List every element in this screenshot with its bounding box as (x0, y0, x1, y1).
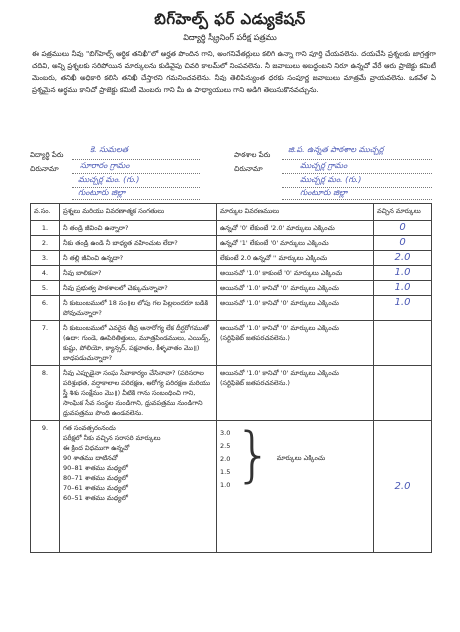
row-marking-text: అయినచో '1.0' కానిచో '0' మార్కులు ఎక్కించు (220, 324, 339, 332)
question-line: 90–81 శాతము మధ్యలో (63, 464, 128, 472)
table-row (31, 251, 432, 266)
row-question: నీకు తండ్రి ఉండి నీ బాధ్యత వహించుట లేదా? (60, 236, 217, 251)
header-question: ప్రశ్నలు మరియు వివరణాత్మక సంగతులు (60, 204, 217, 221)
row-marking (217, 421, 374, 553)
header-serial: వ.సం. (31, 204, 60, 221)
row-score[interactable]: 1.0 (374, 296, 432, 321)
row-marking: లేకుంటే 2.0 ఉన్నచో '' మార్కులు ఎక్కించు (217, 251, 374, 266)
scale-value: 1.5 (220, 468, 231, 476)
question-line: పరీక్షలో నీకు వచ్చిన సరాసరి మార్కులు (63, 434, 161, 442)
row-question: నీవు ప్రభుత్వ పాఠశాలలో చెక్కుచున్నావా? (60, 281, 217, 296)
row-score[interactable] (374, 366, 432, 421)
row-marking: ఉన్నచో '0' లేకుంటే '2.0' మార్కులు ఎక్కించు (217, 221, 374, 236)
question-line: 70–61 శాతము మధ్యలో (63, 484, 128, 492)
row-score[interactable]: 1.0 (374, 266, 432, 281)
table-header-row (31, 204, 432, 221)
row-score[interactable]: 1.0 (374, 281, 432, 296)
row-question: నీవు ఎప్పుడైనా సంఘ సేవాకార్యం చేసినావా? (పరిసరాల పరిశ్రుభత, వర్షాకాలాల పరిరక్షణ, ఆరోగ్య పరిరక్షణ మరియు స్త్రీ శిశు సంక్షేమం మొ॥) వీటికి గాను సంబంధించి గాని, సాంఘిక సేవ సంస్థల నుండిగాని, ధ్రువపత్రము నుండిగాని ధ్రువపత్రము పొంది ఉండవలెను. (60, 366, 217, 421)
row-number: 7. (31, 321, 60, 366)
student-name-line (72, 159, 200, 160)
student-address-line-3 (72, 199, 200, 200)
school-name-line (282, 159, 432, 160)
row-question-heading: గత సంవత్సరంనందు (63, 424, 116, 432)
student-name-value[interactable]: కె. సుమలత (90, 145, 129, 154)
form-title: బిగ్‌హెల్ప్ ఫర్ ఎడ్యుకేషన్ (154, 10, 306, 28)
row-marking: ఉన్నచో '1' లేకుంటే '0' మార్కులు ఎక్కించు (217, 236, 374, 251)
row-score[interactable]: 0 (374, 221, 432, 236)
row-question: నీ తల్లి జీవించి ఉన్నదా? (60, 251, 217, 266)
header-marking: మార్కుల వివరణములు (217, 204, 374, 221)
row-marking-text: మార్కులు ఎక్కించు (276, 454, 326, 462)
table-row (31, 421, 432, 553)
row-number: 9. (31, 421, 60, 553)
table-row (31, 266, 432, 281)
school-address-line-3 (282, 199, 432, 200)
student-address-label: చిరునామా (30, 165, 59, 173)
row-marking: అయినచో '1.0' కానిచో '0' మార్కులు ఎక్కించు (217, 281, 374, 296)
row-number: 1. (31, 221, 60, 236)
row-number: 4. (31, 266, 60, 281)
student-name-label: విద్యార్థి పేరు (30, 151, 64, 159)
school-address-value-3[interactable]: గుంటూరు జిల్లా (300, 188, 348, 197)
row-number: 8. (31, 366, 60, 421)
screening-table (30, 203, 432, 553)
form-subtitle: విద్యార్థి స్క్రీనింగ్ పరీక్ష పత్రము (183, 33, 277, 42)
table-row (31, 281, 432, 296)
student-address-value[interactable]: సూరారం గ్రామం (80, 161, 130, 170)
table-row (31, 221, 432, 236)
brace-icon: } (234, 420, 273, 490)
question-line: 80–71 శాతము మధ్యలో (63, 474, 128, 482)
instructions-paragraph: ఈ పత్రములు నీవు "బిగ్‌హెల్ప్ ఆర్థిక తనిఖీ"లో అర్హత పొందిన గాని, అంగనివేతర్లులు కలిగి ఉన్నా గాని పూర్తి చేయవలెను. దయచేసి ప్రశ్నలకు జాగ్రత్తగా చదివి, అన్ని ప్రశ్నలకు సరిపోయిన మార్కులను కుడివైపు చివరి కాలమ్‌లో నింపవలెను. నీ జవాబులు అబద్ధంబని నిరూ ఉన్నచో వేరే ఆరు ప్రాజెక్టు కమిటీ మెంబరు, తనిఖీ అధికారి కలిసి తనిఖీ చేస్తారని గమనించవలెను. నీవు తెలిపిన్యుంత ధరకు సంపూర్ణ జవాబులు మాత్రమే వ్రాయవలెను. ఒకవేళ ఏ ప్రశ్నమైన అర్థము కానిచో ప్రాజెక్టు కమిటీ మెంబరు గాని మీ ఉ పాధ్యాయులు గాని అడిగి తెలుసుకొనవచ్చును. (32, 50, 436, 94)
row-marking (217, 321, 374, 366)
table-row (31, 321, 432, 366)
header-score: వచ్చిన మార్కులు (374, 204, 432, 221)
row-number: 2. (31, 236, 60, 251)
scale-value: 2.5 (220, 442, 231, 450)
row-marking-note: (సర్టిఫికెట్ జతపరచవలెను.) (220, 334, 290, 342)
row-number: 5. (31, 281, 60, 296)
school-address-line (282, 173, 432, 174)
school-address-value[interactable]: ముచ్చర్ల గ్రామం (300, 161, 348, 170)
school-address-label: చిరునామా (234, 165, 263, 173)
table-row (31, 236, 432, 251)
student-address-value-3[interactable]: గుంటూరు జిల్లా (78, 188, 126, 197)
scale-value: 1.0 (220, 481, 231, 489)
row-score[interactable] (374, 321, 432, 366)
school-address-value-2[interactable]: ముచ్చర్ల మం. (గు.) (300, 175, 362, 184)
question-line: 90 శాతము దాటినచో (63, 454, 118, 462)
row-marking (217, 366, 374, 421)
row-marking: అయినచో '1.0' కానిచో '0' మార్కులు ఎక్కించు (217, 296, 374, 321)
student-address-value-2[interactable]: ముచ్చర్ల మం. (గు.) (78, 175, 140, 184)
row-marking-text: అయినచో '1.0' కానిచో '0' మార్కులు ఎక్కించు (220, 369, 339, 377)
scale-value: 3.0 (220, 429, 231, 437)
question-line: 60–51 శాతము మధ్యలో (63, 494, 128, 502)
marks-scale (220, 427, 230, 492)
row-question: నీ కుటుంబములో ఎవరైన తీవ్ర అనారోగ్య లేక దీర్ఘరోగముతో (ఉదా: గుండె, ఊపిరితిత్తులు, మూత్రపిండములు, ఎయిడ్స్, కుష్టు, పోలియో, క్యాన్సర్, పక్షవాతం, కీళ్ళవాతం మొ॥) బాధపడుచున్నారా? (60, 321, 217, 366)
row-question: నీ తండ్రి జీవించి ఉన్నారా? (60, 221, 217, 236)
question-line: ఈ క్రింద విధముగా ఉన్నచో (63, 444, 130, 452)
row-number: 3. (31, 251, 60, 266)
table-row (31, 296, 432, 321)
row-marking-note: (సర్టిఫికెట్ జతపరచవలెను.) (220, 379, 290, 387)
student-address-line (72, 173, 200, 174)
school-name-label: పాఠశాల పేరు (234, 151, 271, 159)
row-number: 6. (31, 296, 60, 321)
row-score[interactable]: 0 (374, 236, 432, 251)
table-row (31, 366, 432, 421)
row-score[interactable]: 2.0 (374, 251, 432, 266)
row-score[interactable]: 2.0 (374, 421, 432, 553)
row-question: నీ కుటుంబములో 18 సం॥ల లోపు గల పిల్లలందరూ బడికి పోవుచున్నారా? (60, 296, 217, 321)
row-question (60, 421, 217, 553)
row-question: నీవు బాలికవా? (60, 266, 217, 281)
school-name-value[interactable]: జి.ప. ఉన్నత పాఠశాల ముచ్చర్ల (288, 145, 384, 154)
row-marking: అయినచో '1.0' కాకుంటే '0' మార్కులు ఎక్కించు (217, 266, 374, 281)
scale-value: 2.0 (220, 455, 231, 463)
